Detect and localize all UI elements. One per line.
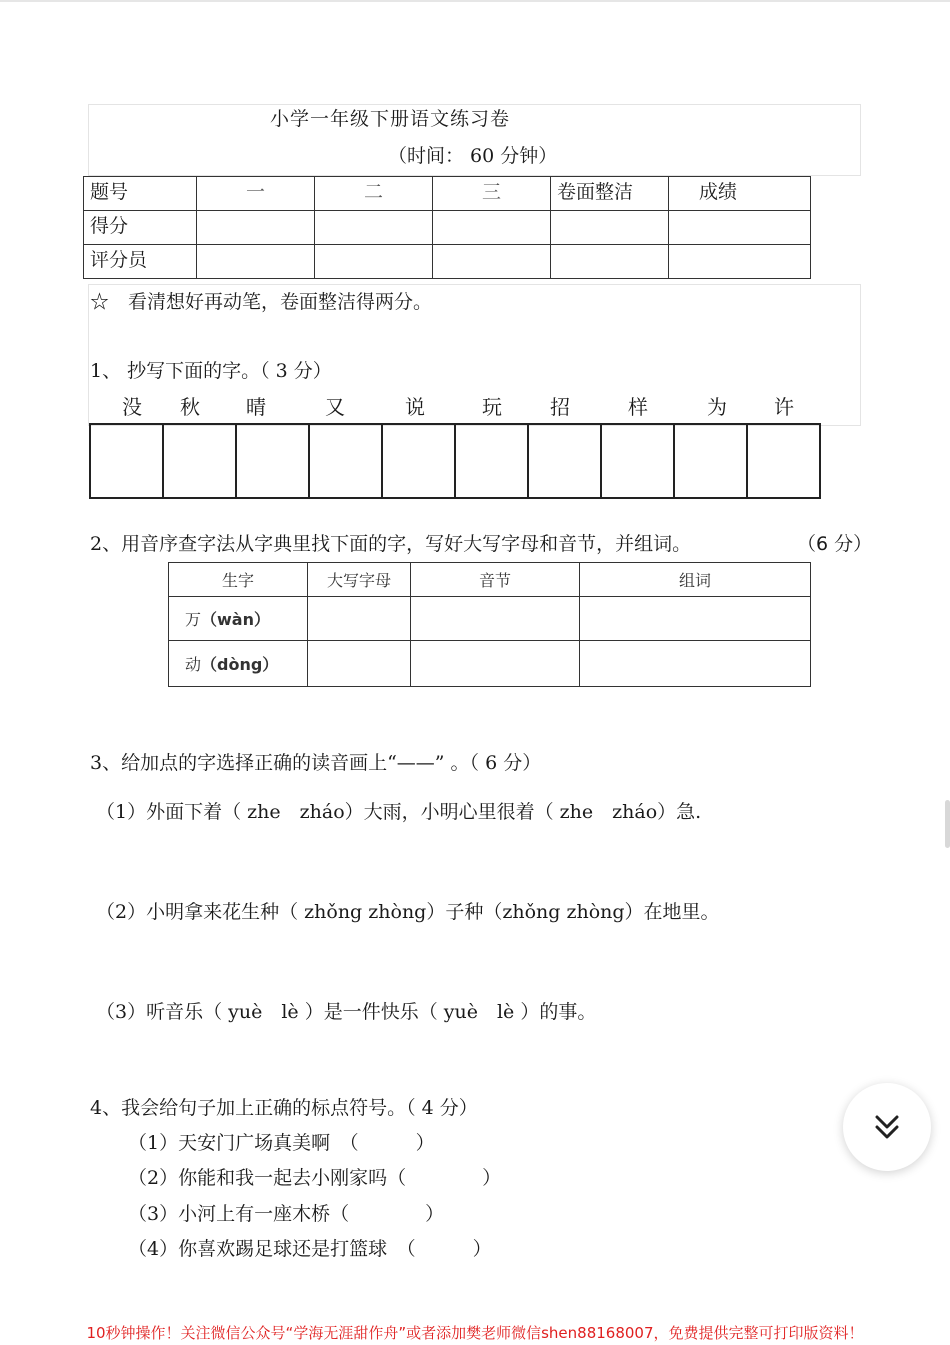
copy-char: 招	[550, 395, 570, 419]
score-header-cell: 题号	[84, 177, 197, 211]
dict-char-cell	[169, 597, 308, 641]
score-row-label: 得分	[84, 211, 197, 245]
dict-cell[interactable]	[580, 641, 811, 687]
scrollbar-handle[interactable]	[945, 800, 950, 848]
score-cell[interactable]	[551, 245, 669, 279]
score-header-cell: 二	[315, 177, 433, 211]
score-header-row	[84, 177, 811, 211]
dict-header-cell: 组词	[580, 563, 811, 597]
dict-header-cell: 大写字母	[308, 563, 411, 597]
writing-box[interactable]	[454, 423, 529, 499]
score-cell[interactable]	[669, 211, 811, 245]
writing-box[interactable]	[162, 423, 237, 499]
dict-header-cell: 音节	[411, 563, 580, 597]
score-cell[interactable]	[315, 245, 433, 279]
question-3-item: （2）小明拿来花生种（ zhǒng zhòng）子种（zhǒng zhòng）在地里。	[96, 901, 720, 923]
dict-cell[interactable]	[411, 597, 580, 641]
copy-char: 玩	[482, 395, 502, 419]
dict-header-row	[169, 563, 811, 597]
dict-char: 万	[185, 610, 202, 629]
copy-char: 说	[405, 395, 425, 419]
question-2-score: （6 分）	[797, 533, 873, 555]
writing-box[interactable]	[235, 423, 310, 499]
dict-pinyin: （dòng）	[201, 655, 279, 674]
score-table	[83, 176, 811, 279]
score-header-cell: 成绩	[669, 177, 811, 211]
dict-row	[169, 597, 811, 641]
question-3-item: （1）外面下着（ zhe zháo）大雨，小明心里很着（ zhe zháo）急.	[96, 801, 702, 823]
writing-box[interactable]	[308, 423, 383, 499]
dict-cell[interactable]	[308, 641, 411, 687]
copy-char: 样	[628, 395, 648, 419]
dict-pinyin: （wàn）	[201, 610, 270, 629]
writing-box[interactable]	[600, 423, 675, 499]
score-row	[84, 211, 811, 245]
copy-char: 晴	[246, 395, 266, 419]
score-cell[interactable]	[315, 211, 433, 245]
score-header-cell: 卷面整洁	[551, 177, 669, 211]
dict-cell[interactable]	[580, 597, 811, 641]
score-header-cell: 三	[433, 177, 551, 211]
score-cell[interactable]	[197, 245, 315, 279]
top-divider	[0, 0, 950, 2]
dict-row	[169, 641, 811, 687]
copy-char: 为	[707, 395, 727, 419]
writing-box[interactable]	[89, 423, 164, 499]
copy-char: 没	[122, 395, 142, 419]
writing-boxes	[89, 423, 821, 499]
score-header-cell: 一	[197, 177, 315, 211]
question-3-text: 3、给加点的字选择正确的读音画上“——” 。（ 6 分）	[90, 752, 542, 774]
copy-char: 秋	[180, 395, 200, 419]
question-4-item: （2）你能和我一起去小刚家吗（ ）	[128, 1167, 502, 1189]
score-cell[interactable]	[551, 211, 669, 245]
promo-footer: 10秒钟操作！关注微信公众号“学海无涯甜作舟”或者添加樊老师微信shen88168007，免费提供完整可打印版资料！	[86, 1324, 864, 1342]
score-cell[interactable]	[669, 245, 811, 279]
writing-box[interactable]	[673, 423, 748, 499]
writing-box[interactable]	[746, 423, 821, 499]
question-1-text: 1、 抄写下面的字。（ 3 分）	[90, 360, 332, 382]
score-row-label: 评分员	[84, 245, 197, 279]
dict-cell[interactable]	[308, 597, 411, 641]
question-4-item: （1）天安门广场真美啊 （ ）	[128, 1132, 435, 1154]
score-cell[interactable]	[433, 211, 551, 245]
copy-char: 又	[325, 395, 345, 419]
exam-title: 小学一年级下册语文练习卷	[270, 108, 511, 130]
question-4-item: （4）你喜欢踢足球还是打篮球 （ ）	[128, 1238, 492, 1260]
double-chevron-down-icon	[869, 1109, 905, 1145]
score-row	[84, 245, 811, 279]
question-4-text: 4、我会给句子加上正确的标点符号。（ 4 分）	[90, 1097, 478, 1119]
scroll-down-button[interactable]	[843, 1083, 931, 1171]
copy-char: 许	[774, 395, 794, 419]
dict-cell[interactable]	[411, 641, 580, 687]
question-2-text: 2、用音序查字法从字典里找下面的字，写好大写字母和音节，并组词。	[90, 533, 692, 555]
dict-header-cell: 生字	[169, 563, 308, 597]
dict-char-cell	[169, 641, 308, 687]
score-cell[interactable]	[197, 211, 315, 245]
dictionary-table	[168, 562, 811, 687]
exam-note: ☆ 看清想好再动笔，卷面整洁得两分。	[90, 291, 433, 313]
score-cell[interactable]	[433, 245, 551, 279]
exam-duration: （时间： 60 分钟）	[388, 145, 558, 167]
question-4-item: （3）小河上有一座木桥（ ）	[128, 1203, 445, 1225]
writing-box[interactable]	[527, 423, 602, 499]
writing-box[interactable]	[381, 423, 456, 499]
dict-char: 动	[185, 655, 202, 674]
question-3-item: （3）听音乐（ yuè lè ）是一件快乐（ yuè lè ）的事。	[96, 1001, 597, 1023]
